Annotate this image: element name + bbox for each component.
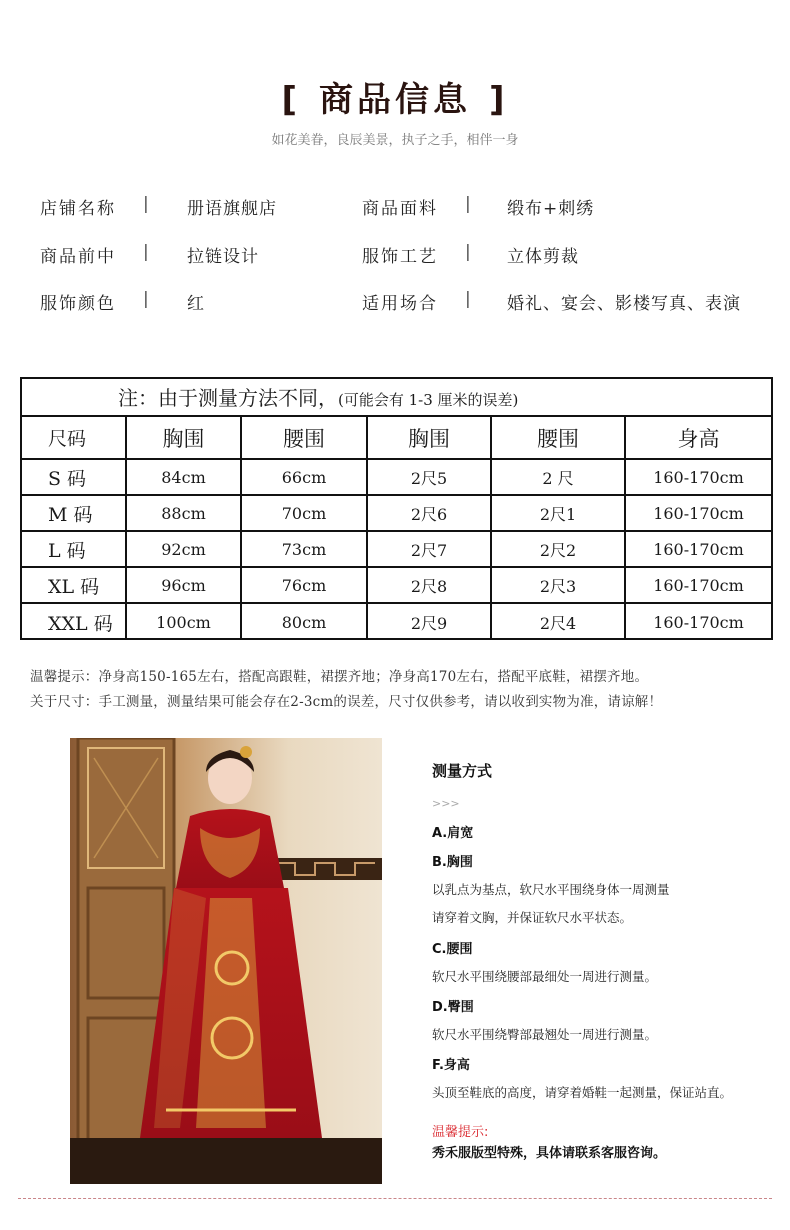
- header-cell: 尺码: [22, 417, 127, 458]
- table-cell: 2 尺: [492, 460, 626, 494]
- info-value: 拉链设计: [187, 247, 259, 267]
- info-separator: |: [465, 194, 471, 214]
- table-cell: S 码: [22, 460, 127, 494]
- table-cell: 2尺5: [368, 460, 492, 494]
- table-cell: 88cm: [127, 496, 242, 530]
- warm-tip-title: 温馨提示:: [432, 1125, 489, 1140]
- measure-title: 测量方式: [432, 762, 493, 780]
- table-cell: 73cm: [242, 532, 368, 566]
- subtitle: 如花美眷，良辰美景，执子之手，相伴一身: [271, 133, 519, 148]
- table-cell: 2尺4: [492, 604, 626, 640]
- size-table-note: [22, 379, 771, 417]
- title-bracket-left: [: [281, 80, 301, 120]
- tip-size: 关于尺寸：手工测量，测量结果可能会存在2-3cm的误差，尺寸仅供参考，请以收到实物为准，请谅解！: [30, 694, 663, 710]
- page-title: [0, 72, 790, 121]
- measure-arrow: >>>: [432, 797, 460, 810]
- header-cell: 腰围: [492, 417, 626, 458]
- measure-hip-head: D.臀围: [432, 1000, 474, 1015]
- table-cell: 70cm: [242, 496, 368, 530]
- bottom-divider: [18, 1198, 772, 1199]
- table-cell: 84cm: [127, 460, 242, 494]
- table-row: [22, 568, 771, 604]
- size-table: [20, 377, 773, 640]
- table-cell: 80cm: [242, 604, 368, 640]
- header-cell: 身高: [677, 426, 720, 451]
- table-cell: 2尺1: [492, 496, 626, 530]
- table-cell: 2尺2: [492, 532, 626, 566]
- table-cell: 160-170cm: [653, 575, 744, 595]
- size-grid: [22, 417, 771, 640]
- table-header-row: [22, 417, 771, 460]
- measure-waist-head: C.腰围: [432, 942, 473, 957]
- table-cell: 76cm: [242, 568, 368, 602]
- product-photo: [70, 738, 382, 1184]
- table-cell: XL 码: [22, 568, 127, 602]
- table-cell: 2尺3: [492, 568, 626, 602]
- info-value: 缎布+刺绣: [507, 199, 595, 219]
- info-row-shop: [0, 194, 790, 220]
- measure-bust-head: B.胸围: [432, 855, 473, 870]
- table-cell: 92cm: [127, 532, 242, 566]
- info-value: 册语旗舰店: [187, 199, 277, 219]
- measure-height-line: 头顶至鞋底的高度，请穿着婚鞋一起测量，保证站直。: [432, 1085, 733, 1100]
- info-separator: |: [465, 289, 471, 309]
- table-cell: M 码: [22, 496, 127, 530]
- info-key: 店铺名称: [40, 199, 116, 219]
- table-cell: 66cm: [242, 460, 368, 494]
- info-separator: |: [465, 242, 471, 262]
- table-row: [22, 604, 771, 640]
- measure-waist-line: 软尺水平围绕腰部最细处一周进行测量。: [432, 969, 658, 984]
- info-row-color: [0, 289, 790, 315]
- measure-bust-line: 请穿着文胸，并保证软尺水平状态。: [432, 910, 633, 925]
- title-text: 商品信息: [319, 80, 471, 120]
- table-cell: 96cm: [127, 568, 242, 602]
- table-row: [22, 496, 771, 532]
- table-cell: XXL 码: [22, 604, 127, 640]
- table-cell: 160-170cm: [653, 612, 744, 632]
- info-row-front: [0, 242, 790, 268]
- table-cell: 160-170cm: [653, 539, 744, 559]
- measure-shoulder-head: A.肩宽: [432, 826, 474, 841]
- table-row: [22, 460, 771, 496]
- info-value: 婚礼、宴会、影楼写真、表演: [507, 294, 741, 314]
- info-key: 服饰工艺: [362, 247, 438, 267]
- measure-height-head: F.身高: [432, 1058, 470, 1073]
- table-row: [22, 532, 771, 568]
- warm-tip-text: 秀禾服版型特殊，具体请联系客服咨询。: [432, 1146, 667, 1161]
- info-value: 立体剪裁: [507, 247, 579, 267]
- table-cell: 160-170cm: [653, 503, 744, 523]
- table-cell: 2尺8: [368, 568, 492, 602]
- info-separator: |: [143, 242, 149, 262]
- table-cell: 160-170cm: [653, 467, 744, 487]
- title-bracket-right: ]: [489, 80, 509, 120]
- table-cell: 100cm: [127, 604, 242, 640]
- header-cell: 胸围: [368, 417, 492, 458]
- measure-bust-line: 以乳点为基点，软尺水平围绕身体一周测量: [432, 882, 670, 897]
- info-key: 服饰颜色: [40, 294, 116, 314]
- table-cell: 2尺7: [368, 532, 492, 566]
- tip-height: 温馨提示：净身高150-165左右，搭配高跟鞋，裙摆齐地；净身高170左右，搭配平底鞋，裙摆齐地。: [30, 669, 649, 685]
- measure-hip-line: 软尺水平围绕臀部最翘处一周进行测量。: [432, 1027, 658, 1042]
- info-separator: |: [143, 289, 149, 309]
- info-key: 商品面料: [362, 199, 438, 219]
- table-cell: 2尺9: [368, 604, 492, 640]
- note-main: 注：由于测量方法不同，: [118, 386, 338, 410]
- table-cell: 2尺6: [368, 496, 492, 530]
- header-cell: 胸围: [127, 417, 242, 458]
- dress-illustration: [70, 738, 382, 1184]
- info-value: 红: [187, 294, 205, 314]
- info-key: 商品前中: [40, 247, 116, 267]
- table-cell: L 码: [22, 532, 127, 566]
- note-small: (可能会有 1-3 厘米的误差): [338, 391, 519, 409]
- header-cell: 腰围: [242, 417, 368, 458]
- info-separator: |: [143, 194, 149, 214]
- info-key: 适用场合: [362, 294, 438, 314]
